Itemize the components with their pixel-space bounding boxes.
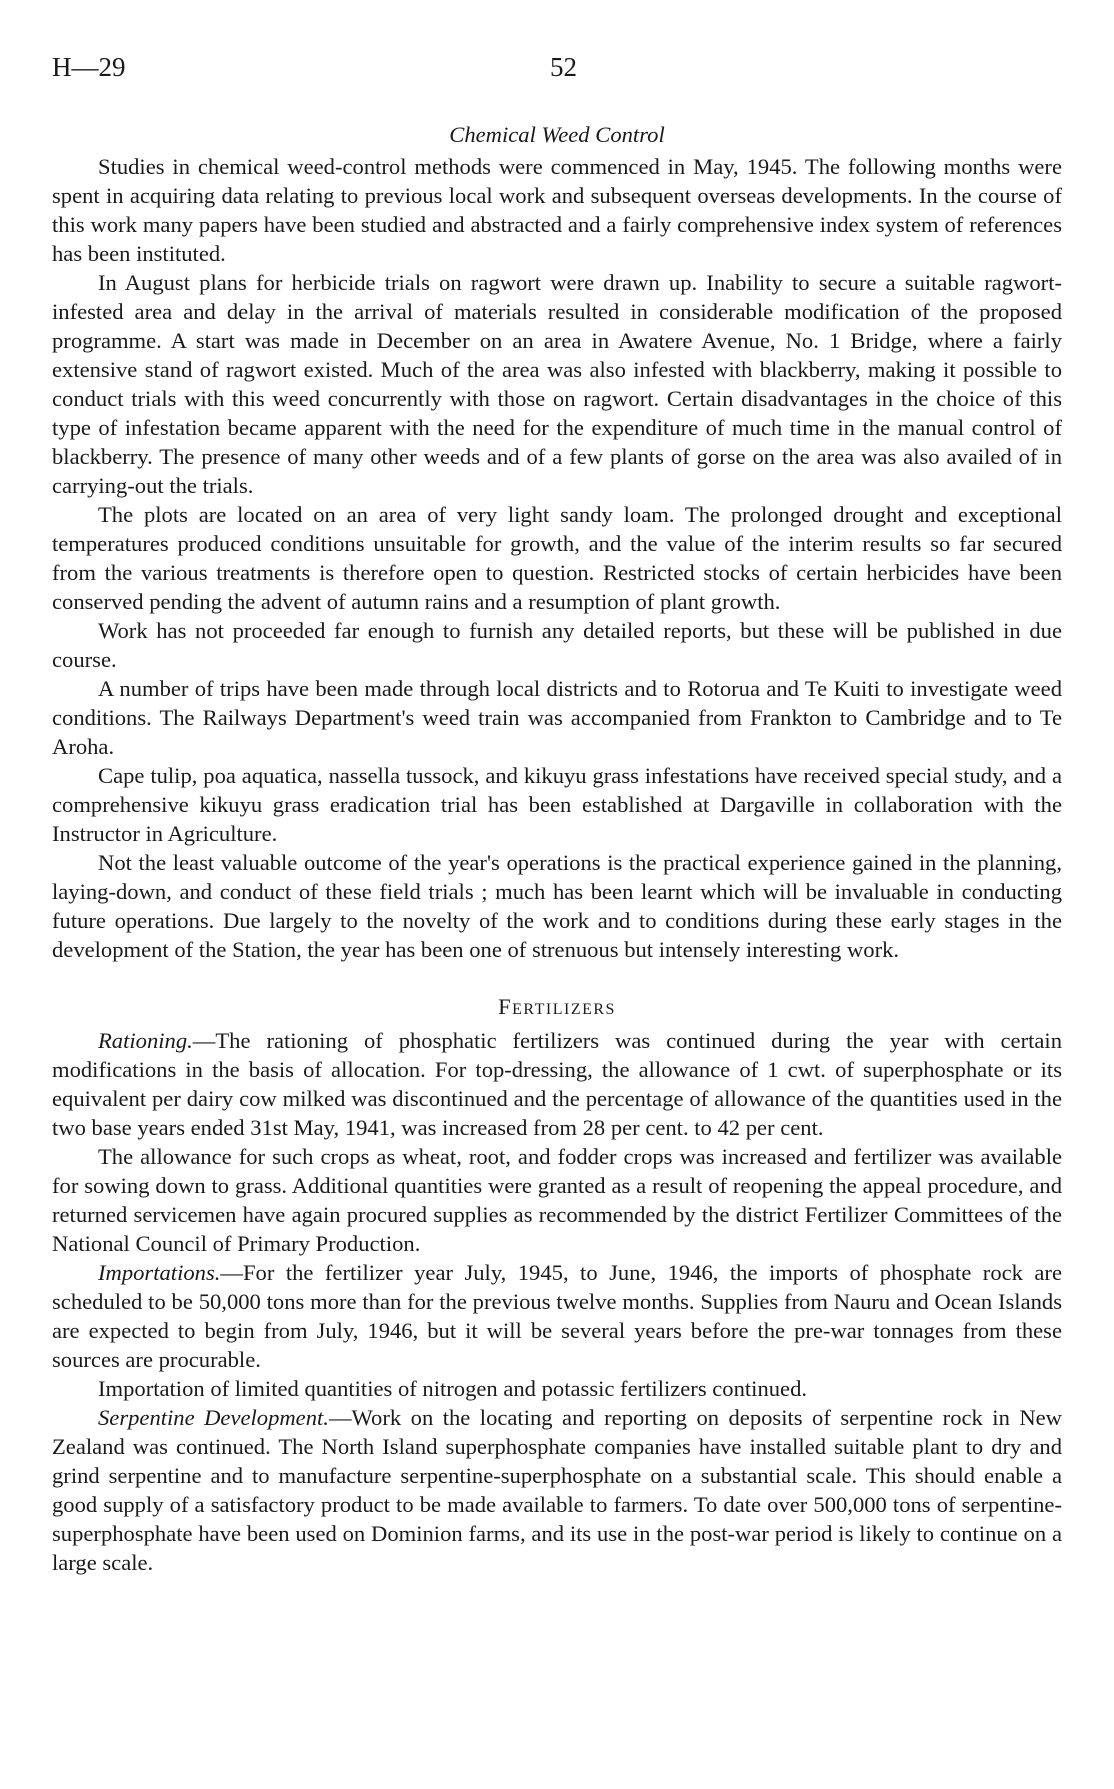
- paragraph-importations: [52, 1258, 1062, 1374]
- paragraph-rationing: [52, 1026, 1062, 1142]
- paragraph: In August plans for herbicide trials on ragwort were drawn up. Inability to secure a suitable ragwort-infested area and delay in the arrival of materials resulted in considerable modification of the proposed programme. A start was made in December on an area in Awatere Avenue, No. 1 Bridge, where a fairly extensive stand of ragwort existed. Much of the area was also infested with blackberry, making it possible to conduct trials with this weed concurrently with those on ragwort. Certain disadvantages in the choice of this type of infestation became apparent with the need for the expenditure of much time in the manual control of blackberry. The presence of many other weeds and of a few plants of gorse on the area was also availed of in carrying-out the trials.: [52, 270, 1062, 498]
- paragraph: Importation of limited quantities of nitrogen and potassic fertilizers continued.: [98, 1376, 808, 1401]
- paragraph: A number of trips have been made through local districts and to Rotorua and Te Kuiti to investigate weed conditions. The Railways Department's weed train was accompanied from Frankton to Cambridge and to Te Aroha.: [52, 676, 1062, 759]
- section-title-chemical-weed-control: Chemical Weed Control: [449, 122, 665, 147]
- page-header: [52, 52, 1062, 92]
- paragraph: The allowance for such crops as wheat, root, and fodder crops was increased and fertilizer was available for sowing down to grass. Additional quantities were granted as a result of reopening the appeal procedure, and returned servicemen have again procured supplies as recommended by the district Fertilizer Committees of the National Council of Primary Production.: [52, 1144, 1062, 1256]
- paragraph: Cape tulip, poa aquatica, nassella tussock, and kikuyu grass infestations have received special study, and a comprehensive kikuyu grass eradication trial has been established at Dargaville in collaboration with the Instructor in Agriculture.: [52, 763, 1062, 846]
- paragraph-text: —The rationing of phosphatic fertilizers was continued during the year with certain modifications in the basis of allocation. For top-dressing, the allowance of 1 cwt. of superphosphate or its equivalent per dairy cow milked was discontinued and the percentage of allowance of the quantities used in the two base years ended 31st May, 1941, was increased from 28 per cent. to 42 per cent.: [52, 1028, 1062, 1140]
- page-body: [52, 120, 1062, 1577]
- paragraph-text: —For the fertilizer year July, 1945, to June, 1946, the imports of phosphate rock are scheduled to be 50,000 tons more than for the previous twelve months. Supplies from Nauru and Ocean Islands are expected to begin from July, 1946, but it will be several years before the pre-war tonnages from these sources are procurable.: [52, 1260, 1062, 1372]
- document-reference: H—29: [52, 52, 126, 82]
- run-in-heading-serpentine: Serpentine Development.: [98, 1405, 329, 1430]
- paragraph-serpentine: [52, 1403, 1062, 1577]
- section-title-fertilizers: Fertilizers: [498, 994, 616, 1019]
- paragraph-text: —Work on the locating and reporting on deposits of serpentine rock in New Zealand was continued. The North Island superphosphate companies have installed suitable plant to dry and grind serpentine and to manufacture serpentine-superphosphate on a substantial scale. This should enable a good supply of a satisfactory product to be made available to farmers. To date over 500,000 tons of serpentine-superphosphate have been used on Dominion farms, and its use in the post-war period is likely to continue on a large scale.: [52, 1405, 1062, 1575]
- run-in-heading-importations: Importations.: [98, 1260, 221, 1285]
- paragraph: Not the least valuable outcome of the year's operations is the practical experience gained in the planning, laying-down, and conduct of these field trials ; much has been learnt which will be invaluable in conducting future operations. Due largely to the novelty of the work and to conditions during these early stages in the development of the Station, the year has been one of strenuous but intensely interesting work.: [52, 850, 1062, 962]
- paragraph: Work has not proceeded far enough to furnish any detailed reports, but these will be published in due course.: [52, 618, 1062, 672]
- run-in-heading-rationing: Rationing.: [98, 1028, 193, 1053]
- page-number: 52: [550, 52, 577, 82]
- paragraph: The plots are located on an area of very light sandy loam. The prolonged drought and exceptional temperatures produced conditions unsuitable for growth, and the value of the interim results so far secured from the various treatments is therefore open to question. Restricted stocks of certain herbicides have been conserved pending the advent of autumn rains and a resumption of plant growth.: [52, 502, 1062, 614]
- paragraph: Studies in chemical weed-control methods were commenced in May, 1945. The following months were spent in acquiring data relating to previous local work and subsequent overseas developments. In the course of this work many papers have been studied and abstracted and a fairly comprehensive index system of references has been instituted.: [52, 154, 1062, 266]
